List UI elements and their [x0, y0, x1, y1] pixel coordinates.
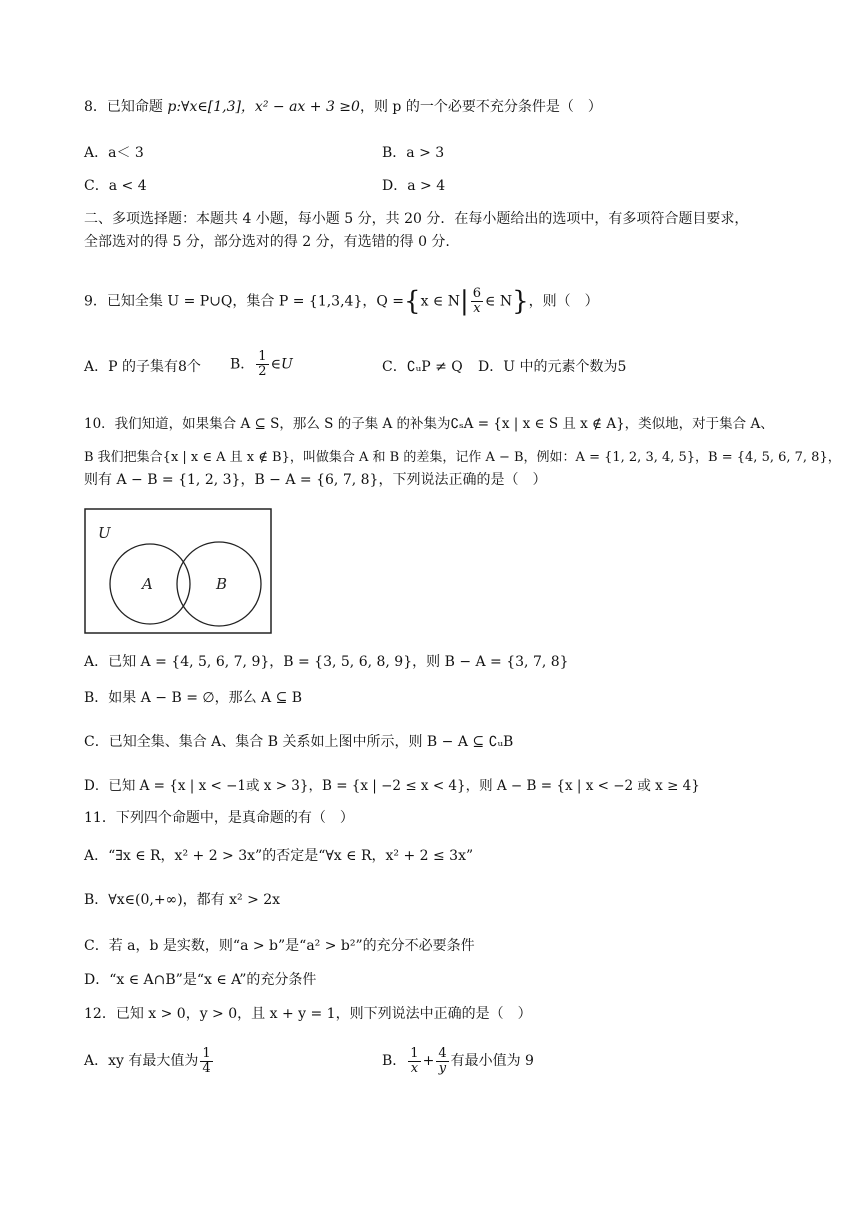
q8-stem-text: 8．已知命题 — [84, 99, 168, 115]
q12-a-num: 1 — [202, 1045, 211, 1061]
q11-option-d: D．“x ∈ A∩B”是“x ∈ A”的充分条件 — [84, 972, 317, 988]
q9-b-num: 1 — [258, 349, 267, 364]
q9-set-q-condition: x ∈ N — [420, 293, 460, 310]
q9-option-c: C．∁ᵤP ≠ Q — [382, 359, 463, 375]
q10-option-c: C．已知全集、集合 A、集合 B 关系如上图中所示，则 B − A ⊆ ∁ᵤB — [84, 734, 514, 750]
q11-option-a: A．“∃x ∈ R，x² + 2 > 3x”的否定是“∀x ∈ R，x² + 2 ≤ 3x” — [84, 848, 474, 864]
q9-frac-den: x — [473, 301, 481, 316]
q12-stem: 12．已知 x > 0，y > 0，且 x + y = 1，则下列说法中正确的是（ ） — [84, 1006, 532, 1022]
q12-option-a-text: A．xy 有最大值为 — [84, 1053, 199, 1069]
q10-option-d: D．已知 A = {x | x < −1或 x > 3}，B = {x | −2 ≤ x < 4}，则 A − B = {x | x < −2 或 x ≥ 4} — [84, 778, 700, 794]
q8-option-d: D．a > 4 — [382, 178, 446, 194]
q9-option-b-fraction — [256, 350, 268, 379]
q12-b-plus: + — [422, 1053, 435, 1069]
brace-left-icon: { — [404, 286, 421, 317]
venn-label-a: A — [142, 575, 153, 593]
q9-option-b-label: B． — [230, 356, 255, 373]
q12-b-den1: x — [410, 1060, 419, 1076]
q9-option-a: A．P 的子集有8个 — [84, 359, 201, 375]
q12-option-b — [382, 1046, 534, 1076]
section2-line2: 全部选对的得 5 分，部分选对的得 2 分，有选错的得 0 分. — [84, 234, 450, 250]
section2-line1: 二、多项选择题：本题共 4 小题，每小题 5 分，共 20 分．在每小题给出的选项中，有多项符合题目要求， — [84, 211, 749, 227]
venn-label-b: B — [216, 575, 228, 593]
brace-right-icon: } — [512, 286, 529, 317]
venn-diagram — [84, 508, 272, 634]
venn-label-u: U — [98, 524, 111, 542]
q8-stem-end: ，则 p 的一个必要不充分条件是（ ） — [359, 99, 602, 115]
q12-option-b-label: B． — [382, 1053, 407, 1069]
q12-option-a-fraction — [200, 1047, 212, 1076]
bar-icon: | — [460, 286, 469, 317]
q11-option-b: B．∀x∈(0,+∞)，都有 x² > 2x — [84, 892, 281, 908]
q9-option-d: D．U 中的元素个数为5 — [478, 359, 627, 375]
q9-set-q-right: ∈ N — [485, 293, 513, 310]
q11-option-c: C．若 a，b 是实数，则“a > b”是“a² > b²”的充分不必要条件 — [84, 938, 475, 954]
q10-option-b: B．如果 A − B = ∅，那么 A ⊆ B — [84, 690, 303, 706]
q12-b-num1: 1 — [410, 1045, 419, 1061]
q8-option-a: A．a＜ 3 — [84, 145, 144, 161]
venn-universe-rect — [85, 509, 271, 633]
q12-option-b-text: 有最小值为 9 — [450, 1053, 534, 1069]
q8-condition: p:∀x∈[1,3]，x² − ax + 3 ≥0 — [167, 99, 360, 115]
q10-line2: B 我们把集合{x | x ∈ A 且 x ∉ B}，叫做集合 A 和 B 的差集，记作 A − B，例如：A = {1, 2, 3, 4, 5}，B = {4, 5, 6, 7, 8}， — [84, 450, 841, 465]
q9-frac-num: 6 — [472, 286, 482, 301]
q8-option-c: C．a < 4 — [84, 178, 147, 194]
q9-option-b-text: ∈U — [270, 356, 293, 373]
q9-set-q-label: Q = — [376, 293, 405, 310]
q9-fraction — [471, 287, 483, 316]
q9-stem-end: ，则（ ） — [528, 293, 599, 310]
q9-stem-text: 9．已知全集 U = P∪Q，集合 P = {1,3,4}， — [84, 293, 377, 310]
q12-a-den: 4 — [202, 1060, 211, 1076]
q12-option-a — [84, 1046, 215, 1076]
q8-option-b: B．a > 3 — [382, 145, 445, 161]
q9-option-b — [230, 350, 293, 379]
q9-stem — [84, 287, 599, 316]
q10-line3: 则有 A − B = {1, 2, 3}，B − A = {6, 7, 8}，下列说法正确的是（ ） — [84, 472, 547, 488]
q12-b-num2: 4 — [438, 1045, 447, 1061]
q10-option-a: A．已知 A = {4, 5, 6, 7, 9}，B = {3, 5, 6, 8, 9}，则 B − A = {3, 7, 8} — [84, 654, 569, 670]
q12-b-fraction-2 — [436, 1047, 448, 1076]
q9-b-den: 2 — [258, 364, 267, 379]
q12-b-den2: y — [438, 1060, 447, 1076]
q10-line1: 10．我们知道，如果集合 A ⊆ S，那么 S 的子集 A 的补集为∁ₛA = {x | x ∈ S 且 x ∉ A}，类似地，对于集合 A、 — [84, 416, 774, 432]
q8-stem — [84, 97, 602, 117]
q11-stem: 11．下列四个命题中，是真命题的有（ ） — [84, 810, 354, 826]
q12-b-fraction-1 — [408, 1047, 420, 1076]
